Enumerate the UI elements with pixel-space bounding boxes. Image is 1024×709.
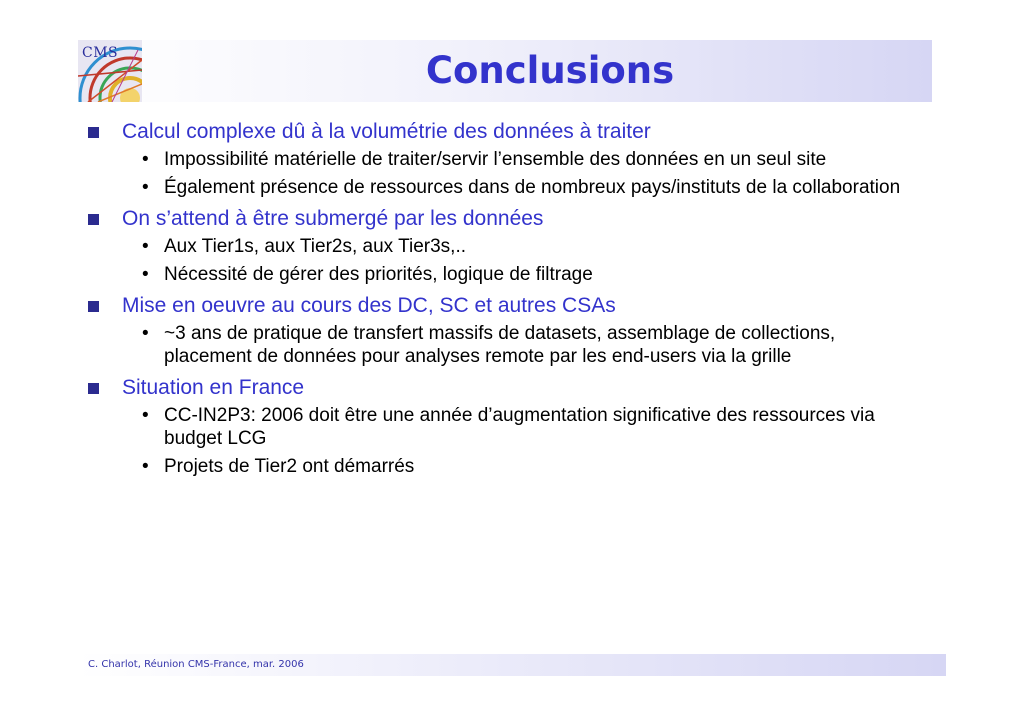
section-items xyxy=(86,404,926,478)
section-heading-text: Calcul complexe dû à la volumétrie des données à traiter xyxy=(122,120,651,143)
dot-bullet-icon: • xyxy=(142,149,149,170)
dot-bullet-icon: • xyxy=(142,236,149,257)
list-item-text: Également présence de ressources dans de nombreux pays/instituts de la collaboration xyxy=(164,177,901,198)
dot-bullet-icon: • xyxy=(142,177,149,198)
list-item-text: Projets de Tier2 ont démarrés xyxy=(164,456,415,477)
square-bullet-icon xyxy=(88,301,99,312)
slide-title: Conclusions xyxy=(425,49,675,92)
section-heading-text: On s’attend à être submergé par les données xyxy=(122,207,544,230)
dot-bullet-icon: • xyxy=(142,323,149,344)
slide-content xyxy=(86,118,926,484)
logo-text: CMS xyxy=(82,45,119,61)
list-item xyxy=(86,322,924,368)
list-item xyxy=(86,176,924,199)
list-item xyxy=(86,235,924,258)
cms-logo xyxy=(78,40,142,102)
list-item xyxy=(86,404,924,450)
section-heading xyxy=(86,205,926,232)
dot-bullet-icon: • xyxy=(142,456,149,477)
section-1 xyxy=(86,118,926,199)
section-items xyxy=(86,322,926,368)
dot-bullet-icon: • xyxy=(142,264,149,285)
section-heading xyxy=(86,118,926,145)
section-heading xyxy=(86,374,926,401)
footer-text: C. Charlot, Réunion CMS-France, mar. 2006 xyxy=(88,659,304,670)
section-items xyxy=(86,148,926,199)
list-item xyxy=(86,148,924,171)
list-item-text: Aux Tier1s, aux Tier2s, aux Tier3s,.. xyxy=(164,236,467,257)
list-item-text: Nécessité de gérer des priorités, logique de filtrage xyxy=(164,264,593,285)
list-item-text: Impossibilité matérielle de traiter/servir l’ensemble des données en un seul site xyxy=(164,149,827,170)
list-item xyxy=(86,263,924,286)
list-item-text: CC-IN2P3: 2006 doit être une année d’augmentation significative des ressources via budget LCG xyxy=(164,405,875,449)
dot-bullet-icon: • xyxy=(142,405,149,426)
list-item xyxy=(86,455,924,478)
square-bullet-icon xyxy=(88,127,99,138)
square-bullet-icon xyxy=(88,383,99,394)
list-item-text: ~3 ans de pratique de transfert massifs de datasets, assemblage de collections, placement de données pour analyses remote par les end-users via la grille xyxy=(164,323,836,367)
square-bullet-icon xyxy=(88,214,99,225)
section-items xyxy=(86,235,926,286)
section-heading-text: Mise en oeuvre au cours des DC, SC et autres CSAs xyxy=(122,294,616,317)
section-3 xyxy=(86,292,926,368)
section-2 xyxy=(86,205,926,286)
section-heading-text: Situation en France xyxy=(122,376,305,399)
section-heading xyxy=(86,292,926,319)
section-4 xyxy=(86,374,926,478)
